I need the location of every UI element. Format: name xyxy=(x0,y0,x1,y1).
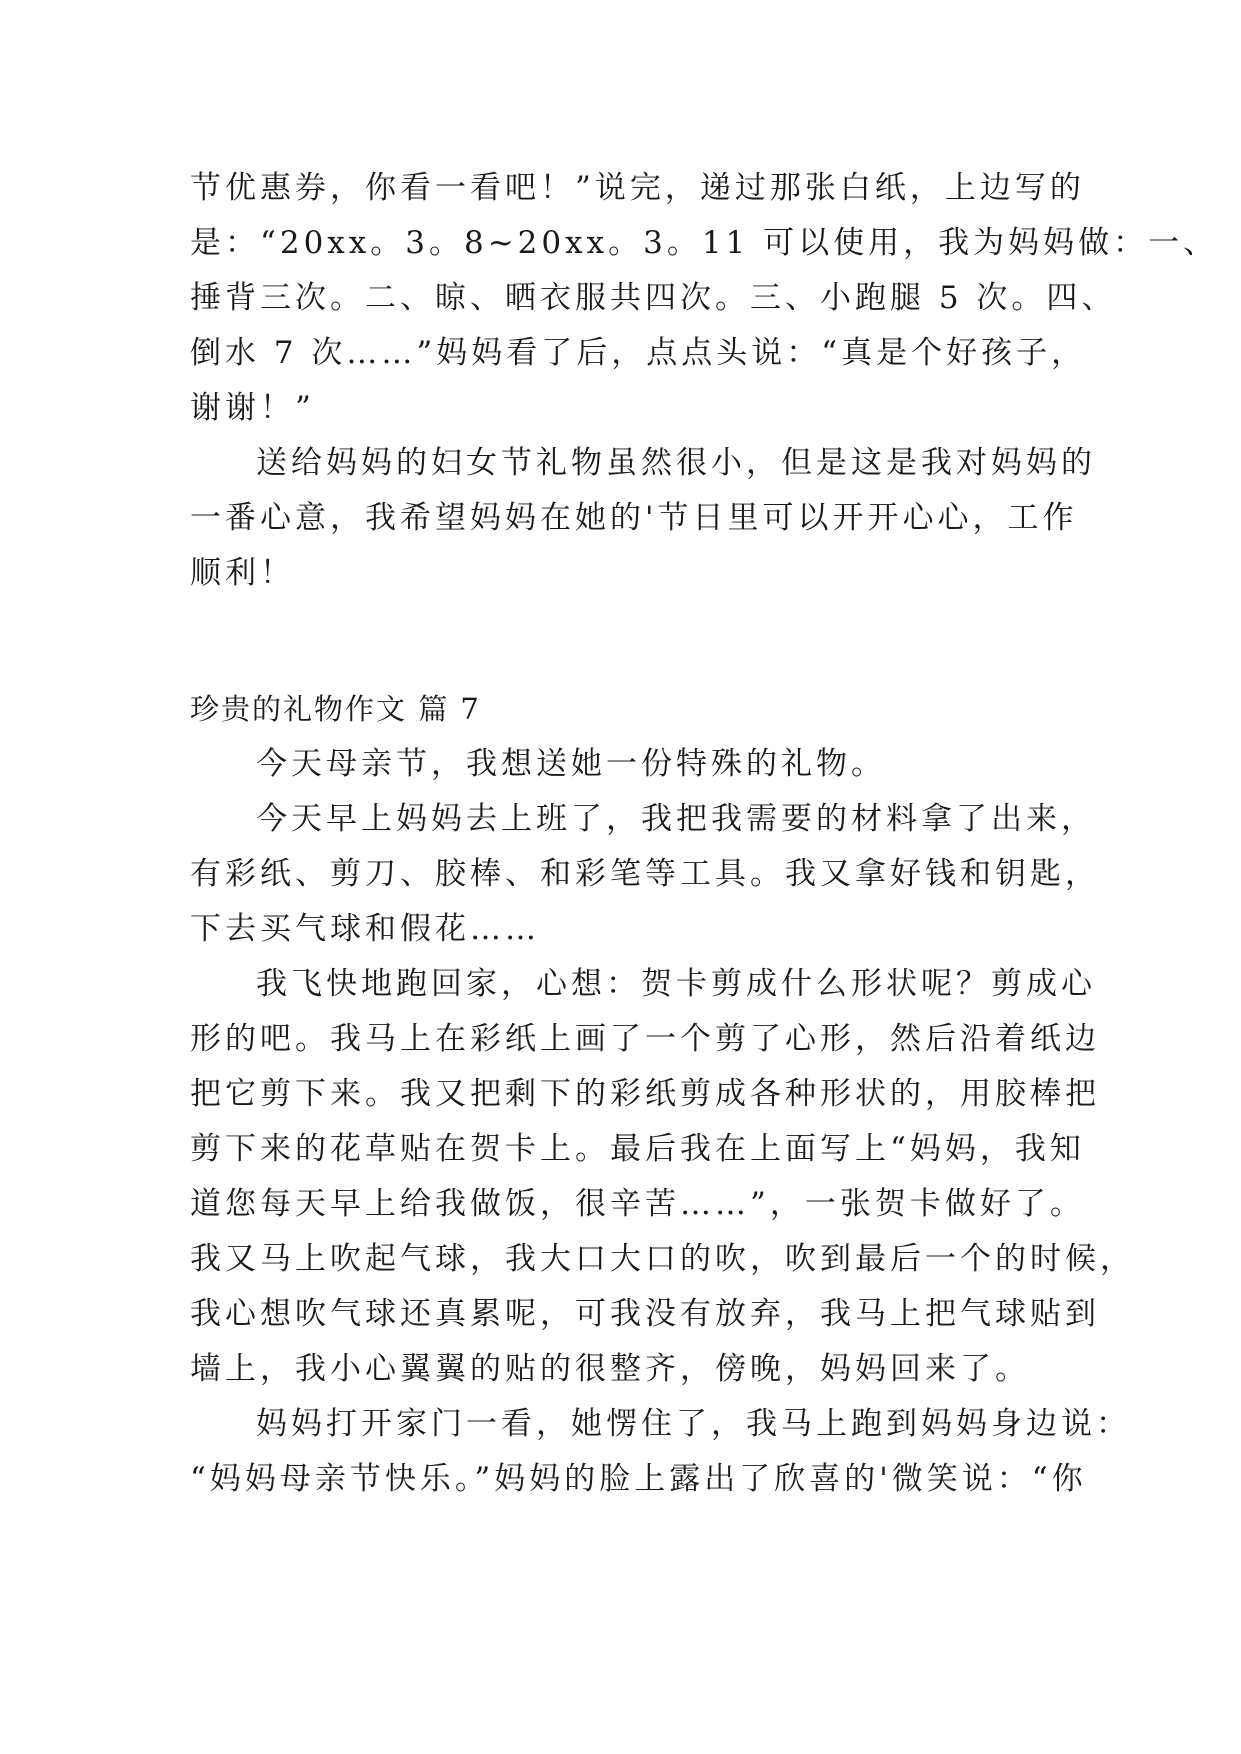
section-heading: 珍贵的礼物作文 篇 7 xyxy=(190,692,481,726)
text-line: 今天母亲节，我想送她一份特殊的礼物。 xyxy=(256,746,886,782)
text-line: 我心想吹气球还真累呢，可我没有放弃，我马上把气球贴到 xyxy=(190,1296,1100,1332)
text-line: 一番心意，我希望妈妈在她的'节日里可以开开心心，工作 xyxy=(190,500,1078,536)
text-line: 剪下来的花草贴在贺卡上。最后我在上面写上“妈妈，我知 xyxy=(190,1131,1085,1167)
text-line: “妈妈母亲节快乐。”妈妈的脸上露出了欣喜的'微笑说：“你 xyxy=(190,1461,1087,1497)
text-line: 顺利！ xyxy=(190,555,295,591)
text-line: 下去买气球和假花…… xyxy=(190,911,540,947)
text-line: 把它剪下来。我又把剩下的彩纸剪成各种形状的，用胶棒把 xyxy=(190,1076,1100,1112)
text-line: 形的吧。我马上在彩纸上画了一个剪了心形，然后沿着纸边 xyxy=(190,1021,1100,1057)
text-line: 墙上，我小心翼翼的贴的很整齐，傍晚，妈妈回来了。 xyxy=(190,1351,1030,1387)
text-line: 我又马上吹起气球，我大口大口的吹，吹到最后一个的时候， xyxy=(190,1241,1135,1277)
text-line: 妈妈打开家门一看，她愣住了，我马上跑到妈妈身边说： xyxy=(256,1406,1131,1442)
text-line: 道您每天早上给我做饭，很辛苦……”，一张贺卡做好了。 xyxy=(190,1186,1085,1222)
text-line: 节优惠券，你看一看吧！”说完，递过那张白纸，上边写的 xyxy=(190,170,1085,206)
text-line: 谢谢！” xyxy=(190,390,315,426)
text-line: 是：“20xx。3。8~20xx。3。11 可以使用，我为妈妈做：一、 xyxy=(190,225,1219,261)
text-line: 今天早上妈妈去上班了，我把我需要的材料拿了出来， xyxy=(256,801,1096,837)
text-line: 倒水 7 次……”妈妈看了后，点点头说：“真是个好孩子， xyxy=(190,335,1087,371)
text-line: 有彩纸、剪刀、胶棒、和彩笔等工具。我又拿好钱和钥匙， xyxy=(190,856,1100,892)
text-line: 我飞快地跑回家，心想：贺卡剪成什么形状呢？剪成心 xyxy=(256,966,1096,1002)
text-line: 捶背三次。二、晾、晒衣服共四次。三、小跑腿 5 次。四、 xyxy=(190,280,1117,316)
text-line: 送给妈妈的妇女节礼物虽然很小，但是这是我对妈妈的 xyxy=(256,445,1096,481)
